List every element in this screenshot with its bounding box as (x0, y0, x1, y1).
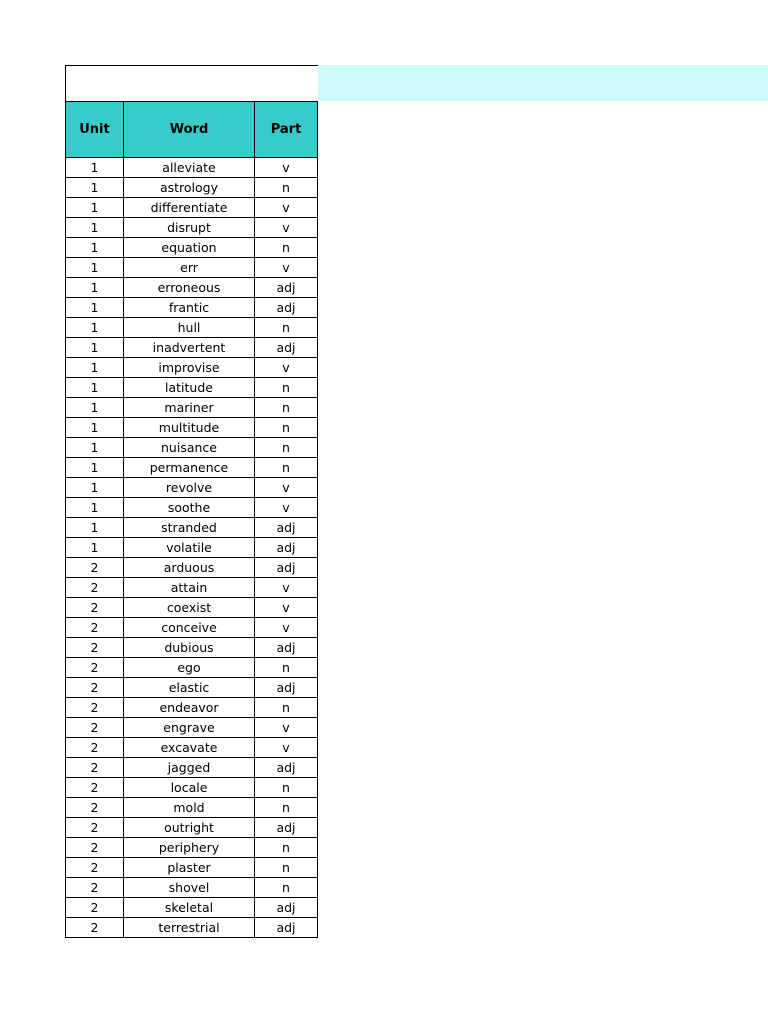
word-cell: permanence (124, 458, 255, 478)
part-cell: n (255, 378, 318, 398)
word-cell: err (124, 258, 255, 278)
unit-cell: 1 (66, 258, 124, 278)
vocabulary-table (65, 101, 318, 938)
table-row (66, 658, 318, 678)
part-cell: adj (255, 278, 318, 298)
part-cell: n (255, 658, 318, 678)
part-cell: v (255, 478, 318, 498)
word-cell: revolve (124, 478, 255, 498)
unit-cell: 1 (66, 458, 124, 478)
unit-cell: 2 (66, 918, 124, 938)
word-cell: differentiate (124, 198, 255, 218)
table-row (66, 578, 318, 598)
unit-cell: 1 (66, 178, 124, 198)
word-cell: astrology (124, 178, 255, 198)
table-row (66, 418, 318, 438)
word-cell: skeletal (124, 898, 255, 918)
unit-cell: 1 (66, 418, 124, 438)
part-cell: n (255, 318, 318, 338)
table-row (66, 738, 318, 758)
part-cell: adj (255, 758, 318, 778)
word-cell: plaster (124, 858, 255, 878)
word-cell: coexist (124, 598, 255, 618)
part-cell: n (255, 238, 318, 258)
part-cell: n (255, 418, 318, 438)
table-row (66, 718, 318, 738)
unit-cell: 2 (66, 818, 124, 838)
word-cell: elastic (124, 678, 255, 698)
part-cell: n (255, 798, 318, 818)
table-row (66, 318, 318, 338)
title-fill (318, 65, 768, 101)
part-cell: v (255, 158, 318, 178)
part-cell: adj (255, 898, 318, 918)
word-cell: attain (124, 578, 255, 598)
unit-cell: 1 (66, 398, 124, 418)
unit-cell: 1 (66, 518, 124, 538)
unit-cell: 2 (66, 638, 124, 658)
table-body (66, 158, 318, 938)
table-row (66, 258, 318, 278)
unit-cell: 1 (66, 198, 124, 218)
part-cell: n (255, 178, 318, 198)
unit-cell: 1 (66, 238, 124, 258)
word-cell: dubious (124, 638, 255, 658)
unit-cell: 1 (66, 218, 124, 238)
unit-cell: 2 (66, 658, 124, 678)
table-row (66, 358, 318, 378)
unit-cell: 1 (66, 318, 124, 338)
unit-cell: 2 (66, 798, 124, 818)
unit-cell: 1 (66, 438, 124, 458)
word-cell: volatile (124, 538, 255, 558)
word-cell: terrestrial (124, 918, 255, 938)
word-cell: endeavor (124, 698, 255, 718)
table-row (66, 798, 318, 818)
table-row (66, 638, 318, 658)
unit-cell: 2 (66, 898, 124, 918)
table-row (66, 298, 318, 318)
word-cell: latitude (124, 378, 255, 398)
part-cell: n (255, 858, 318, 878)
unit-cell: 1 (66, 158, 124, 178)
table-row (66, 678, 318, 698)
word-cell: conceive (124, 618, 255, 638)
part-cell: n (255, 458, 318, 478)
unit-cell: 2 (66, 858, 124, 878)
part-cell: n (255, 438, 318, 458)
word-cell: nuisance (124, 438, 255, 458)
part-cell: adj (255, 338, 318, 358)
table-row (66, 758, 318, 778)
part-cell: adj (255, 298, 318, 318)
part-cell: n (255, 778, 318, 798)
table-row (66, 918, 318, 938)
title-band (65, 65, 768, 101)
word-cell: mariner (124, 398, 255, 418)
table-row (66, 438, 318, 458)
table-row (66, 458, 318, 478)
part-cell: adj (255, 638, 318, 658)
unit-cell: 2 (66, 718, 124, 738)
word-cell: multitude (124, 418, 255, 438)
table-row (66, 498, 318, 518)
unit-cell: 1 (66, 298, 124, 318)
part-cell: v (255, 198, 318, 218)
word-cell: erroneous (124, 278, 255, 298)
part-cell: adj (255, 918, 318, 938)
table-row (66, 518, 318, 538)
word-cell: jagged (124, 758, 255, 778)
table-row (66, 858, 318, 878)
table-row (66, 338, 318, 358)
word-cell: periphery (124, 838, 255, 858)
table-row (66, 478, 318, 498)
table-row (66, 238, 318, 258)
word-cell: improvise (124, 358, 255, 378)
word-cell: hull (124, 318, 255, 338)
word-cell: soothe (124, 498, 255, 518)
unit-cell: 2 (66, 618, 124, 638)
word-cell: shovel (124, 878, 255, 898)
part-cell: adj (255, 558, 318, 578)
unit-cell: 1 (66, 538, 124, 558)
table-row (66, 538, 318, 558)
part-cell: v (255, 718, 318, 738)
header-unit: Unit (66, 102, 124, 158)
unit-cell: 2 (66, 598, 124, 618)
part-cell: adj (255, 678, 318, 698)
word-cell: disrupt (124, 218, 255, 238)
part-cell: v (255, 598, 318, 618)
unit-cell: 2 (66, 578, 124, 598)
unit-cell: 1 (66, 338, 124, 358)
part-cell: n (255, 878, 318, 898)
word-cell: frantic (124, 298, 255, 318)
unit-cell: 1 (66, 358, 124, 378)
header-part: Part (255, 102, 318, 158)
word-cell: stranded (124, 518, 255, 538)
part-cell: v (255, 578, 318, 598)
part-cell: v (255, 738, 318, 758)
unit-cell: 2 (66, 778, 124, 798)
part-cell: adj (255, 818, 318, 838)
word-cell: ego (124, 658, 255, 678)
table-row (66, 698, 318, 718)
unit-cell: 1 (66, 378, 124, 398)
title-cell (65, 65, 319, 101)
word-cell: mold (124, 798, 255, 818)
unit-cell: 2 (66, 838, 124, 858)
unit-cell: 2 (66, 558, 124, 578)
word-cell: inadvertent (124, 338, 255, 358)
word-cell: outright (124, 818, 255, 838)
word-cell: equation (124, 238, 255, 258)
part-cell: adj (255, 518, 318, 538)
part-cell: v (255, 358, 318, 378)
table-row (66, 898, 318, 918)
part-cell: n (255, 398, 318, 418)
table-row (66, 818, 318, 838)
table-row (66, 158, 318, 178)
table-row (66, 278, 318, 298)
word-cell: arduous (124, 558, 255, 578)
header-word: Word (124, 102, 255, 158)
unit-cell: 2 (66, 738, 124, 758)
unit-cell: 2 (66, 758, 124, 778)
unit-cell: 2 (66, 678, 124, 698)
table-row (66, 838, 318, 858)
table-row (66, 558, 318, 578)
part-cell: n (255, 698, 318, 718)
table-row (66, 218, 318, 238)
table-row (66, 618, 318, 638)
table-row (66, 878, 318, 898)
table-row (66, 398, 318, 418)
unit-cell: 1 (66, 478, 124, 498)
word-cell: engrave (124, 718, 255, 738)
word-cell: locale (124, 778, 255, 798)
part-cell: n (255, 838, 318, 858)
table-row (66, 778, 318, 798)
table-row (66, 198, 318, 218)
unit-cell: 2 (66, 698, 124, 718)
unit-cell: 1 (66, 278, 124, 298)
part-cell: v (255, 498, 318, 518)
header-row (66, 102, 318, 158)
word-cell: excavate (124, 738, 255, 758)
word-cell: alleviate (124, 158, 255, 178)
unit-cell: 1 (66, 498, 124, 518)
part-cell: v (255, 618, 318, 638)
part-cell: v (255, 258, 318, 278)
table-row (66, 178, 318, 198)
unit-cell: 2 (66, 878, 124, 898)
part-cell: adj (255, 538, 318, 558)
part-cell: v (255, 218, 318, 238)
table-row (66, 598, 318, 618)
table-row (66, 378, 318, 398)
